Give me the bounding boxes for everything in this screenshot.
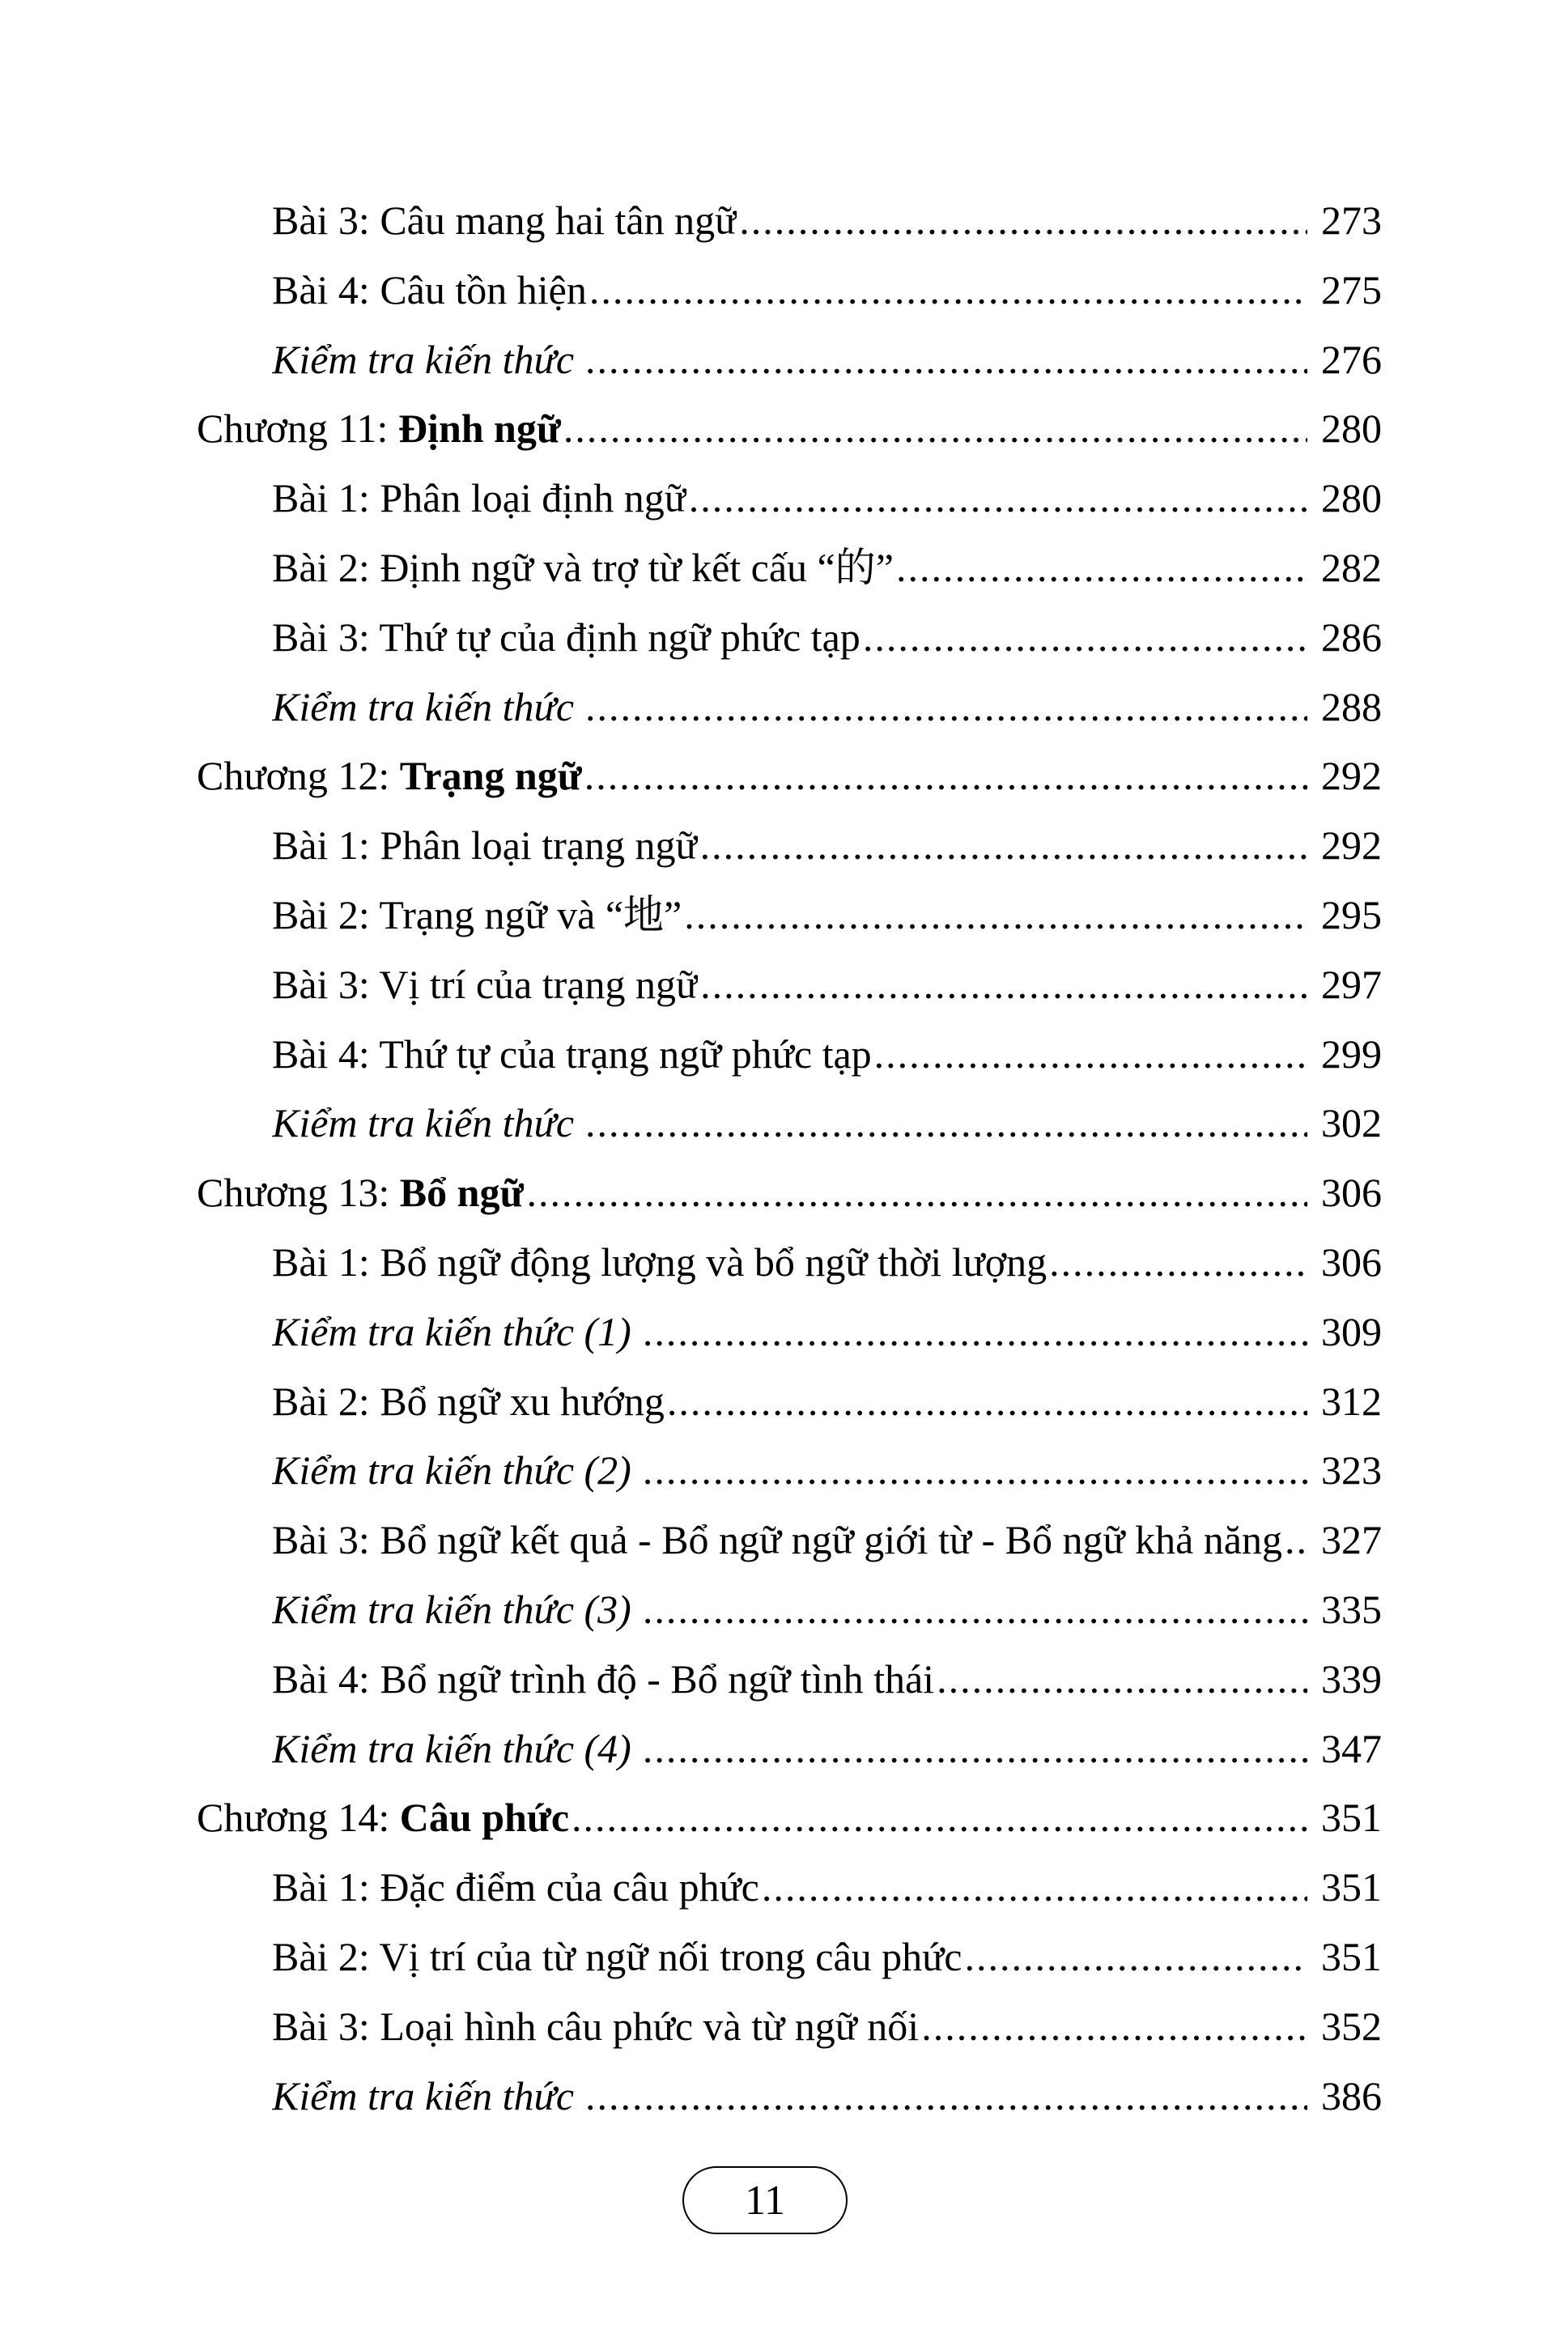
toc-entry [197, 186, 1382, 256]
toc-entry-text: Kiểm tra kiến thức [272, 336, 575, 382]
toc-entry-text: Kiểm tra kiến thức [272, 2072, 575, 2118]
toc-entry-text: Chương 12: [197, 753, 400, 799]
dot-leader [585, 2062, 1307, 2131]
toc-entry [197, 603, 1382, 673]
toc-entry-page-number: 292 [1321, 753, 1382, 799]
toc-entry [197, 1992, 1382, 2062]
toc-entry-page-number: 276 [1321, 336, 1382, 382]
toc-entry-text: Bài 1: Phân loại trạng ngữ [272, 822, 698, 869]
toc-entry-page-number: 347 [1321, 1725, 1382, 1771]
toc-entry [197, 1228, 1382, 1298]
toc-entry-text: Bài 3: Bổ ngữ kết quả - Bổ ngữ ngữ giới từ - Bổ ngữ khả năng [272, 1517, 1282, 1563]
toc-entry-page-number: 352 [1321, 2003, 1382, 2049]
dot-leader [700, 950, 1307, 1020]
toc-entry-label [272, 1575, 631, 1645]
toc-entry-text: Bài 1: Bổ ngữ động lượng và bổ ngữ thời lượng [272, 1239, 1047, 1285]
toc-entry-page-number: 286 [1321, 614, 1382, 660]
toc-entry [197, 1645, 1382, 1715]
toc-entry [197, 533, 1382, 603]
dot-leader [896, 533, 1307, 603]
toc-entry-page-number: 297 [1321, 961, 1382, 1007]
toc-entry-label [272, 256, 587, 325]
toc-entry-label [197, 1783, 569, 1853]
toc-entry-page-number: 335 [1321, 1586, 1382, 1632]
dot-leader [643, 1436, 1307, 1506]
toc-entry-label [272, 1020, 872, 1090]
toc-entry [197, 1923, 1382, 1992]
toc-entry-page-number: 351 [1321, 1795, 1382, 1841]
toc-entry-page-number: 292 [1321, 822, 1382, 869]
dot-leader [937, 1645, 1307, 1715]
toc-entry-page-number: 309 [1321, 1308, 1382, 1354]
toc-entry [197, 1715, 1382, 1784]
toc-entry-label [197, 742, 582, 811]
toc-entry-label [272, 325, 574, 395]
toc-entry-label [197, 1158, 524, 1228]
toc-entry-page-number: 339 [1321, 1655, 1382, 1702]
toc-entry-page-number: 327 [1321, 1517, 1382, 1563]
toc-entry-text: Chương 14: [197, 1795, 400, 1841]
toc-entry-page-number: 323 [1321, 1447, 1382, 1494]
toc-entry [197, 1020, 1382, 1090]
toc-entry [197, 742, 1382, 811]
toc-entry-label [272, 1992, 919, 2062]
toc-entry-chapter-title: Trạng ngữ [399, 753, 582, 799]
dot-leader [700, 811, 1307, 881]
toc-entry [197, 673, 1382, 742]
toc-entry [197, 1575, 1382, 1645]
toc-entry-label [272, 1228, 1047, 1298]
toc-entry-chapter-title: Bổ ngữ [399, 1170, 525, 1216]
toc-entry-page-number: 351 [1321, 1864, 1382, 1910]
dot-leader [1285, 1506, 1307, 1575]
toc-entry-text: Bài 4: Câu tồn hiện [272, 266, 587, 312]
dot-leader [964, 1923, 1307, 1992]
toc-entry-page-number: 386 [1321, 2072, 1382, 2118]
toc-entry-label [197, 394, 561, 464]
toc-entry-label [272, 811, 698, 881]
toc-entry-text: Bài 1: Phân loại định ngữ [272, 475, 686, 521]
toc-entry-label [272, 464, 686, 533]
toc-entry [197, 256, 1382, 325]
toc-entry-label [272, 1923, 962, 1992]
toc-entry [197, 1783, 1382, 1853]
toc-entry-label [272, 2062, 574, 2131]
toc-list [197, 186, 1382, 2131]
toc-entry [197, 1089, 1382, 1158]
toc-entry-label [272, 950, 698, 1020]
toc-entry-label [272, 673, 574, 742]
dot-leader [585, 673, 1307, 742]
toc-entry-text: Kiểm tra kiến thức [272, 1100, 575, 1146]
toc-entry-text: Bài 3: Loại hình câu phức và từ ngữ nối [272, 2003, 920, 2049]
toc-entry-label [272, 1436, 631, 1506]
toc-entry-page-number: 312 [1321, 1378, 1382, 1424]
toc-entry [197, 1506, 1382, 1575]
toc-entry-text: Bài 3: Thứ tự của định ngữ phức tạp [272, 614, 860, 660]
toc-entry-label [272, 1506, 1282, 1575]
dot-leader [584, 742, 1307, 811]
toc-entry-text: Kiểm tra kiến thức (3) [272, 1586, 631, 1632]
toc-entry-page-number: 280 [1321, 406, 1382, 452]
toc-entry-page-number: 295 [1321, 891, 1382, 937]
toc-entry [197, 1158, 1382, 1228]
toc-entry-text: Bài 2: Vị trí của từ ngữ nối trong câu phức [272, 1933, 962, 1979]
toc-entry [197, 325, 1382, 395]
toc-entry-label [272, 1367, 665, 1437]
dot-leader [684, 881, 1307, 950]
page-number: 11 [744, 2177, 786, 2224]
toc-entry-text: Bài 4: Bổ ngữ trình độ - Bổ ngữ tình thái [272, 1655, 935, 1702]
dot-leader [667, 1367, 1307, 1437]
dot-leader [762, 1853, 1307, 1923]
toc-entry-text: Bài 2: Bổ ngữ xu hướng [272, 1378, 665, 1424]
dot-leader [863, 603, 1307, 673]
toc-entry [197, 811, 1382, 881]
toc-entry-page-number: 306 [1321, 1239, 1382, 1285]
toc-entry-label [272, 186, 737, 256]
toc-entry-text: Kiểm tra kiến thức (2) [272, 1447, 631, 1494]
toc-entry [197, 1367, 1382, 1437]
toc-entry [197, 881, 1382, 950]
dot-leader [921, 1992, 1307, 2062]
dot-leader [572, 1783, 1307, 1853]
toc-entry-page-number: 351 [1321, 1933, 1382, 1979]
toc-entry-page-number: 288 [1321, 683, 1382, 729]
toc-entry-text: Chương 13: [197, 1170, 400, 1216]
toc-entry-label [272, 1089, 574, 1158]
toc-entry-page-number: 280 [1321, 475, 1382, 521]
dot-leader [585, 325, 1307, 395]
toc-entry-label [272, 1645, 934, 1715]
toc-entry-text: Kiểm tra kiến thức (1) [272, 1308, 631, 1354]
toc-entry-text: Bài 2: Trạng ngữ và “地” [272, 891, 682, 937]
toc-entry-text: Chương 11: [197, 406, 398, 452]
dot-leader [643, 1298, 1307, 1367]
toc-entry-page-number: 282 [1321, 544, 1382, 590]
toc-entry-label [272, 1715, 631, 1784]
toc-entry-page-number: 273 [1321, 198, 1382, 243]
toc-entry-text: Bài 1: Đặc điểm của câu phức [272, 1864, 759, 1910]
toc-entry [197, 394, 1382, 464]
toc-entry [197, 2062, 1382, 2131]
toc-entry [197, 464, 1382, 533]
dot-leader [526, 1158, 1307, 1228]
dot-leader [739, 186, 1307, 256]
toc-entry-text: Bài 2: Định ngữ và trợ từ kết cấu “的” [272, 544, 894, 590]
toc-entry [197, 1853, 1382, 1923]
toc-entry-text: Bài 3: Câu mang hai tân ngữ [272, 198, 737, 243]
dot-leader [874, 1020, 1307, 1090]
dot-leader [689, 464, 1307, 533]
toc-entry-text: Kiểm tra kiến thức [272, 683, 575, 729]
toc-entry-text: Kiểm tra kiến thức (4) [272, 1725, 631, 1771]
toc-entry-label [272, 603, 860, 673]
dot-leader [643, 1575, 1307, 1645]
toc-entry-label [272, 1853, 759, 1923]
toc-entry-page-number: 275 [1321, 266, 1382, 312]
toc-entry-page-number: 299 [1321, 1031, 1382, 1077]
toc-entry-text: Bài 4: Thứ tự của trạng ngữ phức tạp [272, 1031, 872, 1077]
toc-entry [197, 950, 1382, 1020]
toc-entry-chapter-title: Định ngữ [397, 406, 561, 452]
toc-entry-page-number: 302 [1321, 1100, 1382, 1146]
page-number-badge [682, 2166, 848, 2234]
toc-entry [197, 1436, 1382, 1506]
toc-entry-chapter-title: Câu phức [399, 1795, 570, 1841]
toc-entry-page-number: 306 [1321, 1170, 1382, 1216]
toc-entry-label [272, 1298, 631, 1367]
dot-leader [563, 394, 1307, 464]
dot-leader [1049, 1228, 1307, 1298]
toc-entry [197, 1298, 1382, 1367]
toc-entry-text: Bài 3: Vị trí của trạng ngữ [272, 961, 699, 1007]
toc-entry-label [272, 881, 682, 950]
dot-leader [643, 1715, 1307, 1784]
dot-leader [585, 1089, 1307, 1158]
toc-entry-label [272, 533, 894, 603]
dot-leader [589, 256, 1307, 325]
